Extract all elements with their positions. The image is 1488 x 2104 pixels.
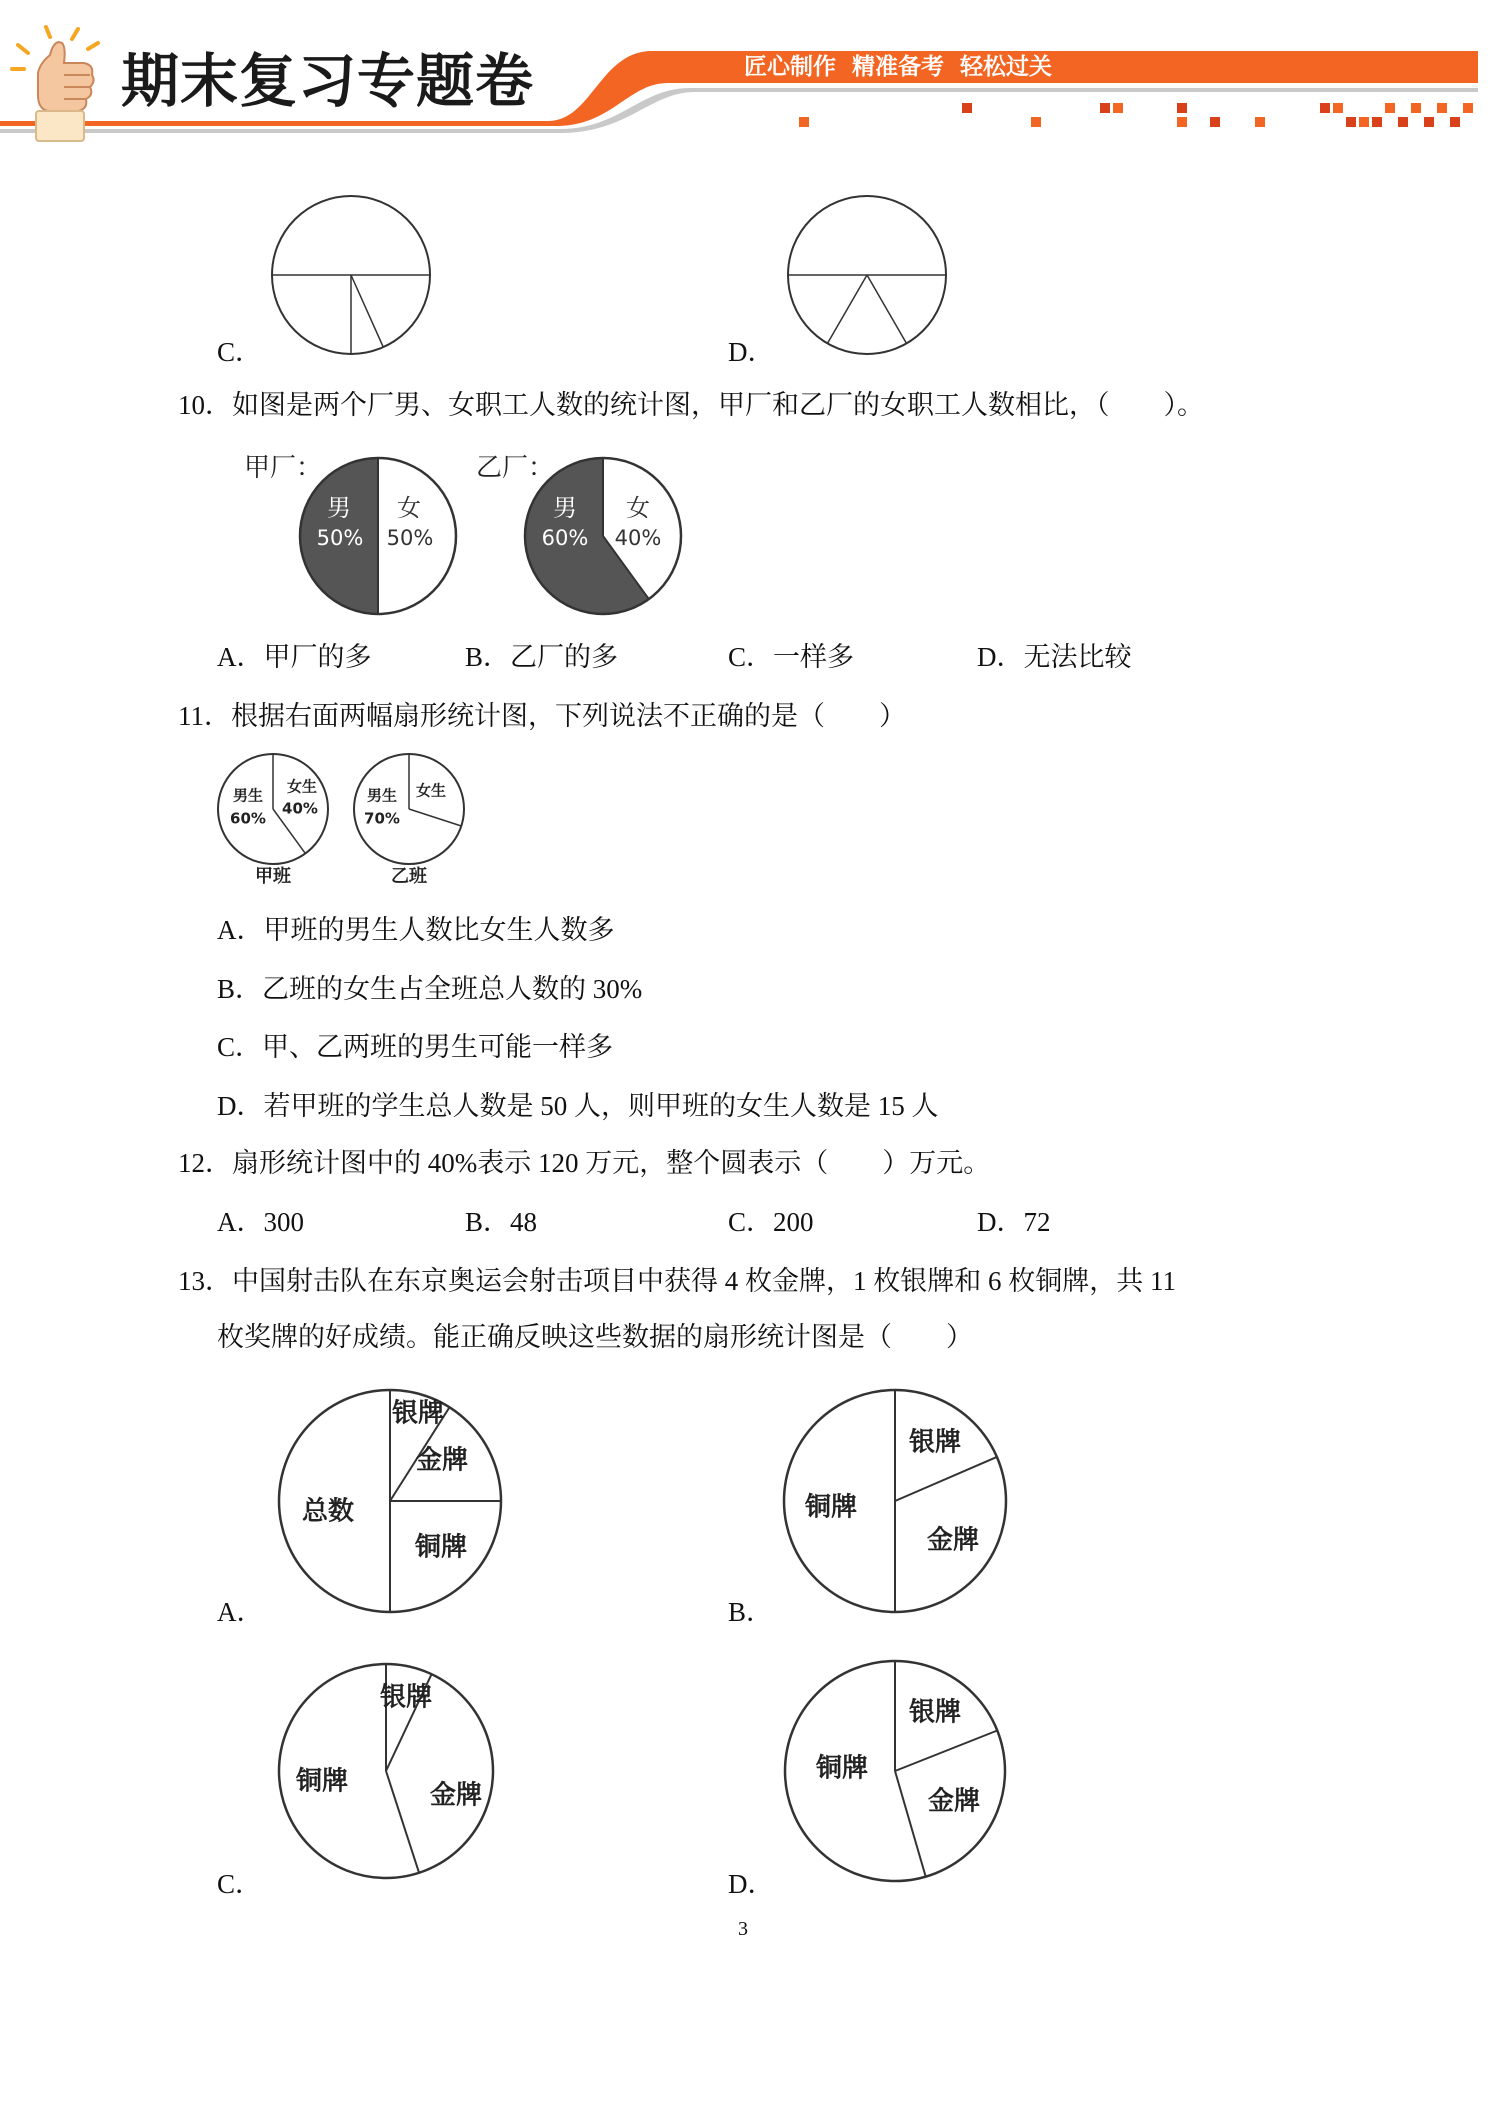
pie-label-bronze: 铜牌 — [295, 1766, 349, 1797]
pie-label-gold: 金牌 — [429, 1780, 483, 1811]
pie-label-total: 总数 — [301, 1496, 355, 1527]
pie-label-bronze: 铜牌 — [804, 1492, 858, 1523]
q10-chart-b-title: 乙厂： — [476, 453, 555, 483]
q9-option-d-pie — [787, 195, 947, 355]
pie-label-gold: 金牌 — [415, 1445, 469, 1476]
q12-option-b: B．48 — [465, 1207, 538, 1237]
pie-value-male: 60% — [541, 526, 589, 550]
pie-label-bronze: 铜牌 — [414, 1532, 468, 1563]
q9-option-c-pie — [271, 195, 431, 355]
q13-option-a-pie — [277, 1388, 503, 1614]
q10-option-a: A．甲厂的多 — [217, 642, 372, 672]
header-decor-squares — [799, 103, 1473, 127]
pie-value-male: 70% — [364, 809, 400, 828]
pie-label-silver: 银牌 — [391, 1398, 445, 1429]
q11-pie-class-a — [215, 751, 331, 867]
q11-option-c: C．甲、乙两班的男生可能一样多 — [217, 1032, 614, 1062]
q12-option-a: A．300 — [217, 1207, 304, 1237]
q12-question-text: 12．扇形统计图中的 40%表示 120 万元，整个圆表示（ ）万元。 — [178, 1148, 991, 1178]
q10-chart-a-title: 甲厂： — [244, 453, 323, 483]
pie-value-female: 40% — [282, 799, 318, 818]
pie-label-bronze: 铜牌 — [815, 1753, 869, 1784]
pie-slice — [272, 275, 351, 354]
header-title: 期末复习专题卷 — [121, 47, 535, 115]
q11-option-d: D．若甲班的学生总人数是 50 人，则甲班的女生人数是 15 人 — [217, 1091, 939, 1121]
q13-option-b-label: B． — [728, 1597, 774, 1627]
pie-label-male: 男 — [553, 494, 577, 522]
pie-label-male: 男 — [327, 494, 351, 522]
q13-option-c-pie — [273, 1658, 499, 1884]
q9-option-c-label: C． — [217, 337, 263, 367]
q10-pie-factory-a — [298, 456, 458, 616]
q11-question-text: 11．根据右面两幅扇形统计图，下列说法不正确的是（ ） — [178, 701, 906, 731]
q10-option-b: B．乙厂的多 — [465, 642, 619, 672]
q13-option-d-pie — [782, 1658, 1008, 1884]
q13-option-d-label: D． — [728, 1869, 775, 1899]
pie-label-female: 女生 — [415, 781, 447, 800]
q10-question-text: 10．如图是两个厂男、女职工人数的统计图，甲厂和乙厂的女职工人数相比，（ ）。 — [178, 390, 1204, 420]
pie-label-female: 女 — [626, 494, 650, 522]
q13-question-text-line2: 枚奖牌的好成绩。能正确反映这些数据的扇形统计图是（ ） — [217, 1322, 973, 1352]
pie-slice — [272, 196, 430, 275]
q10-pie-factory-b — [523, 456, 683, 616]
pie-slice — [788, 196, 946, 275]
q9-option-d-label: D． — [728, 337, 775, 367]
pie-label-silver: 银牌 — [379, 1682, 433, 1713]
pie-value-female: 50% — [386, 526, 434, 550]
pie-value-male: 50% — [316, 526, 364, 550]
q12-option-c: C．200 — [728, 1207, 814, 1237]
thumbs-up-icon — [10, 25, 120, 145]
pie-value-female: 40% — [614, 526, 662, 550]
q13-option-c-label: C． — [217, 1869, 263, 1899]
pie-label-gold: 金牌 — [926, 1525, 980, 1556]
q13-option-b-pie — [782, 1388, 1008, 1614]
pie-label-female: 女 — [397, 494, 421, 522]
pie-value-male: 60% — [230, 809, 266, 828]
q12-option-d: D．72 — [977, 1207, 1051, 1237]
pie-label-silver: 银牌 — [908, 1697, 962, 1728]
page-number: 3 — [738, 1918, 748, 1940]
header-slogan: 匠心制作 精准备考 轻松过关 — [744, 54, 1053, 80]
q11-caption-class-b: 乙班 — [391, 866, 427, 887]
q11-pie-class-b — [351, 751, 467, 867]
pie-label-male: 男生 — [366, 786, 398, 805]
q10-option-c: C．一样多 — [728, 642, 855, 672]
q11-option-a: A．甲班的男生人数比女生人数多 — [217, 915, 615, 945]
q11-option-b: B．乙班的女生占全班总人数的 30% — [217, 974, 643, 1004]
pie-label-gold: 金牌 — [927, 1786, 981, 1817]
q13-option-a-label: A． — [217, 1597, 264, 1627]
pie-label-silver: 银牌 — [908, 1427, 962, 1458]
q11-caption-class-a: 甲班 — [255, 866, 291, 887]
pie-label-female: 女生 — [286, 777, 318, 796]
pie-label-male: 男生 — [232, 786, 264, 805]
q13-question-text-line1: 13．中国射击队在东京奥运会射击项目中获得 4 枚金牌，1 枚银牌和 6 枚铜牌，共 11 — [178, 1266, 1176, 1296]
q10-option-d: D．无法比较 — [977, 642, 1132, 672]
